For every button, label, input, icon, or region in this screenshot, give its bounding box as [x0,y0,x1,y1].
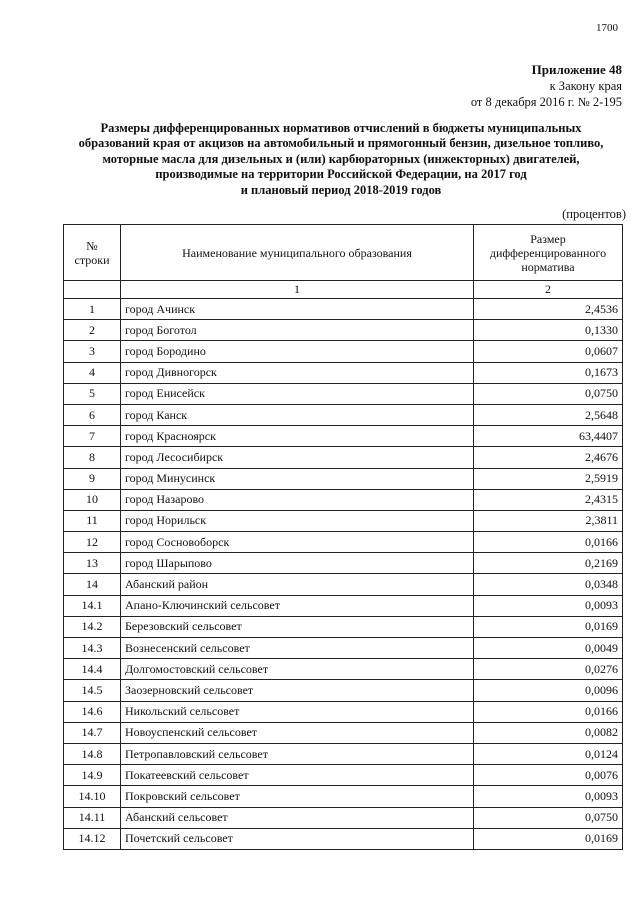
table-row [64,680,623,701]
row-number: 6 [64,404,121,425]
municipality-name: Березовский сельсовет [121,616,474,637]
header-row-number: № строки [64,225,121,281]
norm-value: 0,0169 [474,616,623,637]
municipality-name: Почетский сельсовет [121,828,474,849]
title-line: моторные масла для дизельных и (или) карбюраторных (инжекторных) двигателей, [102,151,580,166]
norm-value: 63,4407 [474,426,623,447]
table-header-row [64,225,623,281]
row-number: 14.4 [64,659,121,680]
norm-value: 2,4315 [474,489,623,510]
norm-value: 0,2169 [474,553,623,574]
row-number: 2 [64,320,121,341]
municipality-name: город Минусинск [121,468,474,489]
row-number: 8 [64,447,121,468]
norm-value: 0,0607 [474,341,623,362]
municipality-name: Петропавловский сельсовет [121,743,474,764]
colnum-empty [64,281,121,299]
colnum-1: 1 [121,281,474,299]
appendix-title: Приложение 48 [531,62,622,77]
row-number: 14.12 [64,828,121,849]
municipality-name: город Енисейск [121,383,474,404]
appendix-law-ref: к Закону края [549,79,622,93]
norm-value: 0,0750 [474,807,623,828]
table-row [64,786,623,807]
row-number: 7 [64,426,121,447]
table-row [64,426,623,447]
norm-value: 0,0169 [474,828,623,849]
norm-value: 0,0276 [474,659,623,680]
row-number: 4 [64,362,121,383]
norm-value: 0,1330 [474,320,623,341]
table-row [64,616,623,637]
norm-value: 0,0093 [474,786,623,807]
page-number: 1700 [596,22,618,34]
municipality-name: Вознесенский сельсовет [121,638,474,659]
row-number: 14.9 [64,765,121,786]
table-row [64,532,623,553]
municipality-name: Новоуспенский сельсовет [121,722,474,743]
row-number: 14.10 [64,786,121,807]
municipality-name: Апано-Ключинский сельсовет [121,595,474,616]
norm-value: 0,0166 [474,701,623,722]
table-row [64,510,623,531]
table-row [64,320,623,341]
municipality-name: город Бородино [121,341,474,362]
municipality-name: Покровский сельсовет [121,786,474,807]
table-row [64,468,623,489]
municipality-name: город Норильск [121,510,474,531]
title-line: производимые на территории Российской Федерации, на 2017 год [155,167,527,182]
table-row [64,659,623,680]
unit-label: (процентов) [562,207,626,221]
municipality-name: город Шарыпово [121,553,474,574]
municipality-name: Никольский сельсовет [121,701,474,722]
norm-value: 0,0082 [474,722,623,743]
row-number: 14 [64,574,121,595]
municipality-name: город Боготол [121,320,474,341]
title-line: Размеры дифференцированных нормативов отчислений в бюджеты муниципальных [100,121,582,135]
norms-table [63,224,623,850]
norm-value: 0,0096 [474,680,623,701]
table-row [64,722,623,743]
norm-value: 0,1673 [474,362,623,383]
row-number: 10 [64,489,121,510]
table-row [64,299,623,320]
header-municipality-name: Наименование муниципального образования [121,225,474,281]
table-row [64,701,623,722]
municipality-name: город Дивногорск [121,362,474,383]
norm-value: 0,0049 [474,638,623,659]
row-number: 14.6 [64,701,121,722]
appendix-law-date: от 8 декабря 2016 г. № 2-195 [470,95,622,109]
table-row [64,341,623,362]
row-number: 14.5 [64,680,121,701]
norm-value: 0,0750 [474,383,623,404]
table-row [64,362,623,383]
municipality-name: город Лесосибирск [121,447,474,468]
norm-value: 0,0166 [474,532,623,553]
row-number: 9 [64,468,121,489]
municipality-name: город Ачинск [121,299,474,320]
norm-value: 0,0124 [474,743,623,764]
table-row [64,383,623,404]
table-row [64,447,623,468]
row-number: 3 [64,341,121,362]
municipality-name: город Сосновоборск [121,532,474,553]
municipality-name: Покатеевский сельсовет [121,765,474,786]
municipality-name: Долгомостовский сельсовет [121,659,474,680]
row-number: 14.8 [64,743,121,764]
norm-value: 0,0076 [474,765,623,786]
row-number: 14.3 [64,638,121,659]
table-row [64,743,623,764]
table-row [64,489,623,510]
norm-value: 2,3811 [474,510,623,531]
norm-value: 2,5919 [474,468,623,489]
norm-value: 0,0093 [474,595,623,616]
table-row [64,765,623,786]
header-norm-size: Размер дифференцированного норматива [474,225,623,281]
document-title [58,121,624,198]
row-number: 1 [64,299,121,320]
row-number: 14.2 [64,616,121,637]
municipality-name: город Канск [121,404,474,425]
table-row [64,595,623,616]
row-number: 5 [64,383,121,404]
title-line: и плановый период 2018-2019 годов [240,182,442,197]
appendix-block [471,62,622,110]
norm-value: 2,4676 [474,447,623,468]
table-row [64,807,623,828]
table-row [64,638,623,659]
municipality-name: город Красноярск [121,426,474,447]
norm-value: 0,0348 [474,574,623,595]
municipality-name: Абанский район [121,574,474,595]
column-numbers-row [64,281,623,299]
row-number: 13 [64,553,121,574]
row-number: 14.7 [64,722,121,743]
row-number: 14.11 [64,807,121,828]
colnum-2: 2 [474,281,623,299]
municipality-name: Абанский сельсовет [121,807,474,828]
row-number: 11 [64,510,121,531]
table-row [64,553,623,574]
table-row [64,574,623,595]
table-row [64,404,623,425]
municipality-name: город Назарово [121,489,474,510]
norm-value: 2,5648 [474,404,623,425]
title-line: образований края от акцизов на автомобильный и прямогонный бензин, дизельное топливо, [78,136,604,151]
row-number: 12 [64,532,121,553]
table-row [64,828,623,849]
municipality-name: Заозерновский сельсовет [121,680,474,701]
norm-value: 2,4536 [474,299,623,320]
row-number: 14.1 [64,595,121,616]
